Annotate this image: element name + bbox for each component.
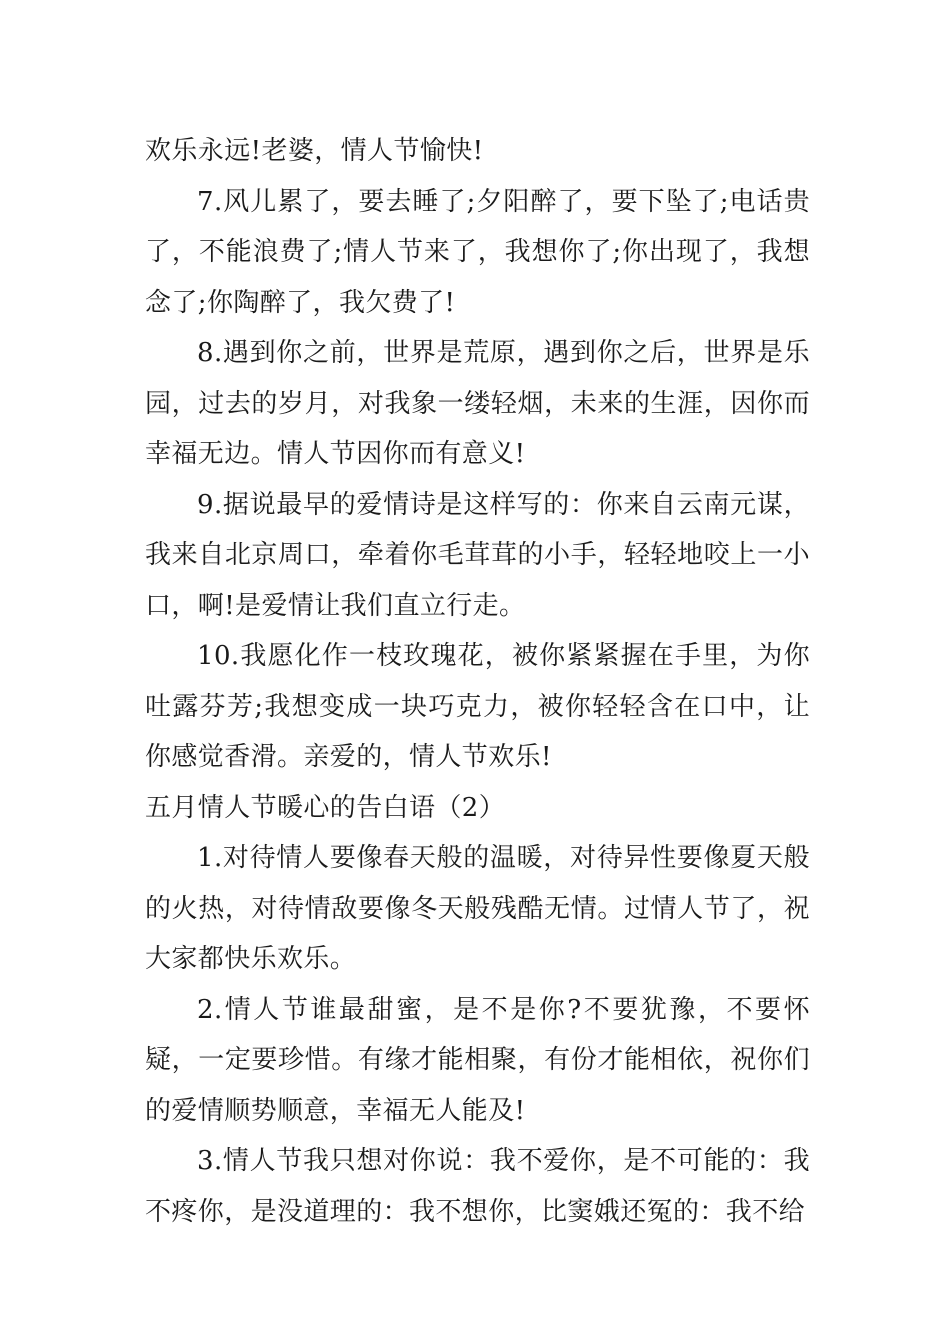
section-paragraph-3: 3.情人节我只想对你说：我不爱你，是不可能的：我不疼你，是没道理的：我不想你，比窦娥还冤的：我不给 — [145, 1146, 810, 1227]
paragraph-9: 9.据说最早的爱情诗是这样写的：你来自云南元谋，我来自北京周口，牵着你毛茸茸的小手，轻轻地咬上一小口，啊!是爱情让我们直立行走。 — [145, 489, 810, 621]
section-paragraph-2: 2.情人节谁最甜蜜，是不是你?不要犹豫，不要怀疑，一定要珍惜。有缘才能相聚，有份才能相依，祝你们的爱情顺势顺意，幸福无人能及! — [145, 994, 810, 1126]
paragraph-10: 10.我愿化作一枝玫瑰花，被你紧紧握在手里，为你吐露芬芳;我想变成一块巧克力，被你轻轻含在口中，让你感觉香滑。亲爱的，情人节欢乐! — [145, 641, 810, 772]
section-paragraph-1: 1.对待情人要像春天般的温暖，对待异性要像夏天般的火热，对待情敌要像冬天般残酷无情。过情人节了，祝大家都快乐欢乐。 — [145, 843, 810, 974]
paragraph-continued: 欢乐永远!老婆，情人节愉快! — [145, 136, 484, 166]
paragraph-8: 8.遇到你之前，世界是荒原，遇到你之后，世界是乐园，过去的岁月，对我象一缕轻烟，未来的生涯，因你而幸福无边。情人节因你而有意义! — [145, 338, 810, 469]
paragraph-7: 7.风儿累了，要去睡了;夕阳醉了，要下坠了;电话贵了，不能浪费了;情人节来了，我想你了;你出现了，我想念了;你陶醉了，我欠费了! — [145, 186, 810, 318]
section-heading: 五月情人节暖心的告白语（2） — [145, 792, 506, 823]
document-body — [145, 126, 810, 1237]
